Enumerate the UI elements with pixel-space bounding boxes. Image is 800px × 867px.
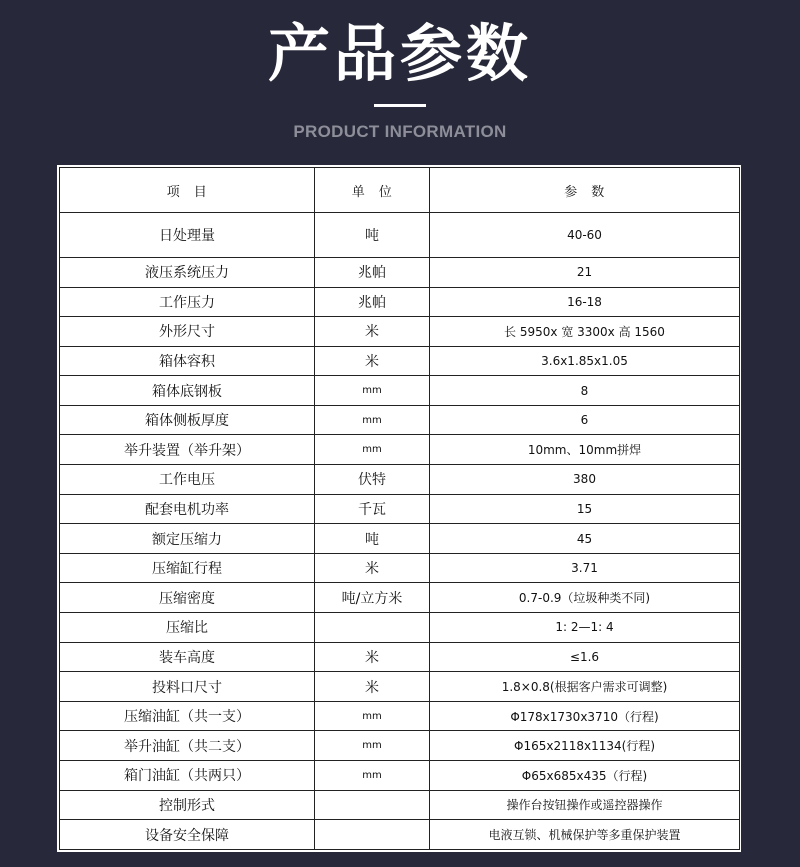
- row-value: 10mm、10mm拼焊: [430, 435, 740, 465]
- table-row: [60, 405, 740, 435]
- row-unit: mm: [315, 376, 430, 406]
- table-row: [60, 465, 740, 495]
- row-value: 6: [430, 405, 740, 435]
- table-row: [60, 790, 740, 820]
- table-row: [60, 672, 740, 702]
- column-header-unit: 单 位: [315, 168, 430, 213]
- row-unit: 吨: [315, 524, 430, 554]
- row-value: 15: [430, 494, 740, 524]
- row-value: 16-18: [430, 287, 740, 317]
- row-value: 3.71: [430, 553, 740, 583]
- title-underline: [374, 104, 426, 107]
- row-item: 压缩比: [60, 613, 315, 643]
- row-unit: 兆帕: [315, 287, 430, 317]
- row-unit: mm: [315, 435, 430, 465]
- row-value: ≤1.6: [430, 642, 740, 672]
- column-header-value: 参 数: [430, 168, 740, 213]
- row-item: 配套电机功率: [60, 494, 315, 524]
- row-item: 压缩油缸（共一支）: [60, 701, 315, 731]
- column-header-item: 项 目: [60, 168, 315, 213]
- row-unit: [315, 613, 430, 643]
- table-row: [60, 287, 740, 317]
- row-unit: 米: [315, 642, 430, 672]
- table-row: [60, 317, 740, 347]
- row-unit: 米: [315, 672, 430, 702]
- row-unit: 千瓦: [315, 494, 430, 524]
- row-unit: mm: [315, 701, 430, 731]
- row-unit: mm: [315, 731, 430, 761]
- row-item: 压缩缸行程: [60, 553, 315, 583]
- row-item: 压缩密度: [60, 583, 315, 613]
- row-unit: 兆帕: [315, 257, 430, 287]
- row-value: 8: [430, 376, 740, 406]
- table-row: [60, 583, 740, 613]
- row-item: 设备安全保障: [60, 820, 315, 850]
- table-body: [60, 213, 740, 850]
- row-unit: 米: [315, 317, 430, 347]
- row-value: 380: [430, 465, 740, 495]
- table-row: [60, 731, 740, 761]
- table-row: [60, 494, 740, 524]
- row-item: 箱体容积: [60, 346, 315, 376]
- row-item: 工作压力: [60, 287, 315, 317]
- row-item: 控制形式: [60, 790, 315, 820]
- table-header-row: [60, 168, 740, 213]
- row-unit: mm: [315, 761, 430, 791]
- spec-table-container: [57, 165, 741, 852]
- table-row: [60, 524, 740, 554]
- row-value: Φ165x2118x1134(行程): [430, 731, 740, 761]
- row-unit: 米: [315, 346, 430, 376]
- table-row: [60, 346, 740, 376]
- row-item: 装车高度: [60, 642, 315, 672]
- row-item: 箱体侧板厚度: [60, 405, 315, 435]
- table-row: [60, 820, 740, 850]
- table-row: [60, 553, 740, 583]
- row-value: 21: [430, 257, 740, 287]
- spec-table: [59, 167, 740, 850]
- row-value: 长 5950x 宽 3300x 高 1560: [430, 317, 740, 347]
- row-item: 工作电压: [60, 465, 315, 495]
- row-unit: mm: [315, 405, 430, 435]
- row-item: 外形尺寸: [60, 317, 315, 347]
- row-item: 投料口尺寸: [60, 672, 315, 702]
- table-row: [60, 435, 740, 465]
- table-row: [60, 376, 740, 406]
- row-value: 1.8×0.8(根据客户需求可调整): [430, 672, 740, 702]
- page-subtitle: PRODUCT INFORMATION: [293, 122, 507, 141]
- row-value: 40-60: [430, 213, 740, 258]
- row-value: 45: [430, 524, 740, 554]
- row-item: 日处理量: [60, 213, 315, 258]
- row-item: 箱体底钢板: [60, 376, 315, 406]
- table-row: [60, 213, 740, 258]
- row-unit: [315, 820, 430, 850]
- table-row: [60, 613, 740, 643]
- row-unit: 吨/立方米: [315, 583, 430, 613]
- row-value: 3.6x1.85x1.05: [430, 346, 740, 376]
- row-item: 液压系统压力: [60, 257, 315, 287]
- page-title: 产品参数: [267, 17, 532, 90]
- row-item: 举升油缸（共二支）: [60, 731, 315, 761]
- row-value: 操作台按钮操作或遥控器操作: [430, 790, 740, 820]
- table-row: [60, 701, 740, 731]
- row-value: Φ178x1730x3710（行程): [430, 701, 740, 731]
- page-header: [0, 0, 800, 165]
- row-value: 1: 2—1: 4: [430, 613, 740, 643]
- row-item: 举升装置（举升架）: [60, 435, 315, 465]
- row-value: Φ65x685x435（行程): [430, 761, 740, 791]
- row-unit: 伏特: [315, 465, 430, 495]
- row-item: 箱门油缸（共两只）: [60, 761, 315, 791]
- table-row: [60, 257, 740, 287]
- row-value: 0.7-0.9（垃圾种类不同): [430, 583, 740, 613]
- row-unit: 米: [315, 553, 430, 583]
- row-value: 电液互锁、机械保护等多重保护装置: [430, 820, 740, 850]
- table-row: [60, 761, 740, 791]
- row-item: 额定压缩力: [60, 524, 315, 554]
- row-unit: 吨: [315, 213, 430, 258]
- row-unit: [315, 790, 430, 820]
- table-row: [60, 642, 740, 672]
